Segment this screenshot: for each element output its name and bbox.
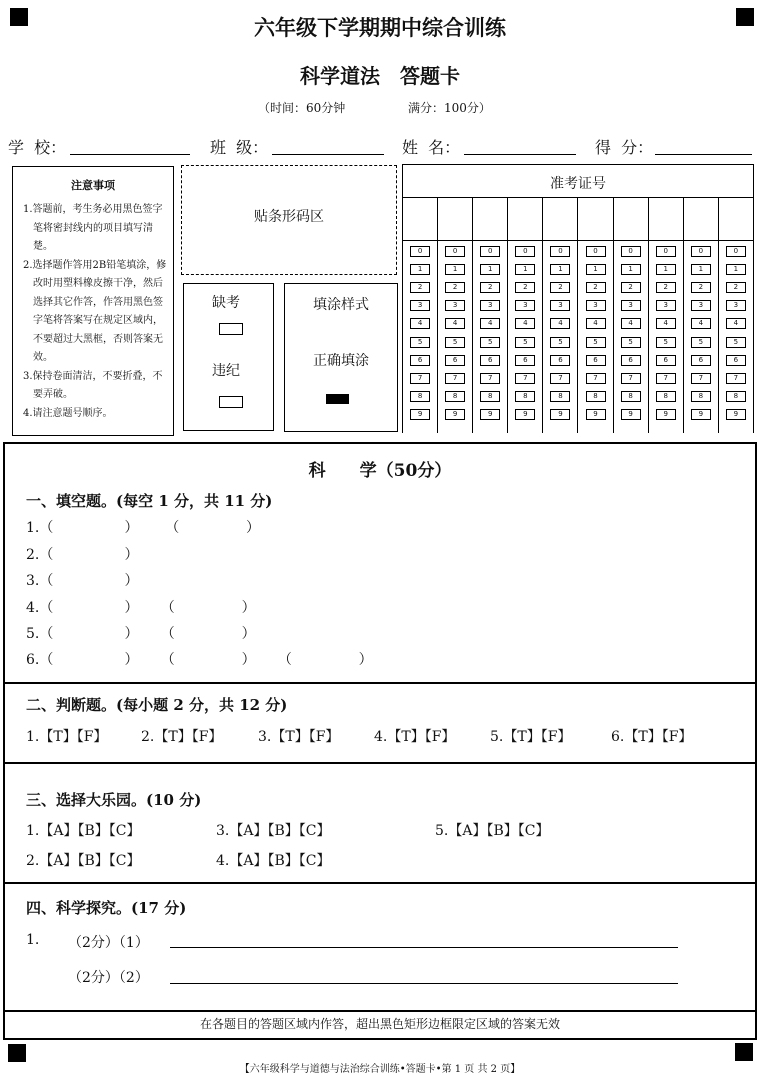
exam-id-column bbox=[473, 197, 508, 433]
notes-item: 1.答题前，考生务必用黑色签字笔将密封线内的项目填写清楚。 bbox=[23, 204, 163, 252]
exam-id-bubble[interactable]: 9 bbox=[726, 409, 746, 420]
exam-id-bubble[interactable]: 8 bbox=[550, 391, 570, 402]
judge-item-5[interactable]: 5.【T】【F】 bbox=[490, 729, 572, 745]
exam-id-column bbox=[438, 197, 473, 433]
exam-id-bubble[interactable]: 4 bbox=[480, 318, 500, 329]
divider bbox=[3, 762, 757, 764]
judge-item-6[interactable]: 6.【T】【F】 bbox=[611, 729, 693, 745]
exam-id-bubble[interactable]: 4 bbox=[410, 318, 430, 329]
corner-mark-bottom-right bbox=[735, 1043, 753, 1061]
exam-id-bubble[interactable]: 7 bbox=[550, 373, 570, 384]
exam-id-bubble[interactable]: 5 bbox=[480, 337, 500, 348]
exam-id-bubble[interactable]: 9 bbox=[445, 409, 465, 420]
exam-id-bubble[interactable]: 3 bbox=[410, 300, 430, 311]
correct-fill-sample bbox=[326, 394, 349, 404]
exam-id-bubble[interactable]: 3 bbox=[515, 300, 535, 311]
exam-id-bubble[interactable]: 0 bbox=[691, 246, 711, 257]
exam-id-bubble[interactable]: 7 bbox=[656, 373, 676, 384]
barcode-label: 贴条形码区 bbox=[254, 209, 324, 225]
exam-id-bubble[interactable]: 0 bbox=[515, 246, 535, 257]
exam-id-bubble[interactable]: 5 bbox=[656, 337, 676, 348]
exam-id-bubble[interactable]: 3 bbox=[445, 300, 465, 311]
exam-id-bubble[interactable]: 8 bbox=[480, 391, 500, 402]
exam-id-bubble[interactable]: 5 bbox=[586, 337, 606, 348]
exam-id-bubble[interactable]: 1 bbox=[621, 264, 641, 275]
exam-id-bubble[interactable]: 1 bbox=[515, 264, 535, 275]
fill-row-5[interactable]: 5.（ ） （ ） bbox=[26, 626, 256, 642]
exam-id-bubble[interactable]: 6 bbox=[515, 355, 535, 366]
exam-id-bubble[interactable]: 8 bbox=[726, 391, 746, 402]
exam-id-bubble[interactable]: 5 bbox=[550, 337, 570, 348]
notes-box bbox=[12, 166, 174, 436]
inquiry-line-2-label: （2分）（2） bbox=[68, 970, 149, 986]
exam-id-column bbox=[719, 197, 754, 433]
divider bbox=[3, 1010, 757, 1012]
exam-id-bubble[interactable]: 9 bbox=[550, 409, 570, 420]
exam-id-bubble[interactable]: 7 bbox=[621, 373, 641, 384]
exam-id-bubble[interactable]: 5 bbox=[691, 337, 711, 348]
exam-id-bubble[interactable]: 7 bbox=[410, 373, 430, 384]
judge-item-2[interactable]: 2.【T】【F】 bbox=[141, 729, 223, 745]
score-label: 得 分： bbox=[595, 138, 654, 157]
exam-id-bubble[interactable]: 6 bbox=[656, 355, 676, 366]
exam-id-bubble[interactable]: 5 bbox=[621, 337, 641, 348]
exam-id-bubble[interactable]: 8 bbox=[691, 391, 711, 402]
fill-row-3[interactable]: 3.（ ） bbox=[26, 573, 139, 589]
exam-id-bubble[interactable]: 9 bbox=[480, 409, 500, 420]
exam-id-write-box[interactable] bbox=[508, 197, 542, 241]
exam-id-bubble[interactable]: 4 bbox=[550, 318, 570, 329]
exam-id-bubble[interactable]: 1 bbox=[726, 264, 746, 275]
exam-id-bubble[interactable]: 2 bbox=[480, 282, 500, 293]
exam-id-bubble[interactable]: 2 bbox=[515, 282, 535, 293]
exam-id-bubble[interactable]: 0 bbox=[550, 246, 570, 257]
notes-item: 3.保持卷面清洁，不要折叠，不要弄破。 bbox=[23, 370, 163, 400]
exam-id-bubble[interactable]: 1 bbox=[550, 264, 570, 275]
violation-label: 违纪 bbox=[212, 363, 240, 379]
section1-title: 一、填空题。(每空 1 分，共 11 分) bbox=[26, 492, 273, 510]
exam-id-bubble[interactable]: 6 bbox=[621, 355, 641, 366]
exam-id-bubble[interactable]: 6 bbox=[586, 355, 606, 366]
exam-id-bubble[interactable]: 9 bbox=[621, 409, 641, 420]
exam-id-bubble[interactable]: 6 bbox=[445, 355, 465, 366]
divider bbox=[3, 682, 757, 684]
exam-id-column bbox=[508, 197, 543, 433]
exam-id-bubble[interactable]: 3 bbox=[586, 300, 606, 311]
exam-id-bubble[interactable]: 6 bbox=[550, 355, 570, 366]
violation-checkbox[interactable] bbox=[219, 396, 243, 408]
exam-id-write-box[interactable] bbox=[578, 197, 612, 241]
exam-id-bubble[interactable]: 1 bbox=[445, 264, 465, 275]
fill-row-6[interactable]: 6.（ ） （ ） （ ） bbox=[26, 652, 373, 668]
section3-title: 三、选择大乐园。(10 分) bbox=[26, 791, 202, 809]
exam-id-bubble[interactable]: 0 bbox=[656, 246, 676, 257]
exam-id-bubble[interactable]: 0 bbox=[410, 246, 430, 257]
school-field[interactable] bbox=[70, 153, 190, 155]
choice-item-2[interactable]: 2.【A】【B】【C】 bbox=[26, 853, 141, 869]
exam-id-bubble[interactable]: 3 bbox=[621, 300, 641, 311]
judge-item-3[interactable]: 3.【T】【F】 bbox=[258, 729, 340, 745]
notes-item: 2.选择题作答用2B铅笔填涂，修改时用塑料橡皮擦干净，然后选择其它作答，作答用黑色签字笔将答案写在规定区域内，不要超过大黑框，否则答案无效。 bbox=[23, 259, 167, 363]
exam-id-bubble[interactable]: 8 bbox=[586, 391, 606, 402]
exam-id-bubble[interactable]: 4 bbox=[445, 318, 465, 329]
exam-id-bubble[interactable]: 2 bbox=[691, 282, 711, 293]
exam-id-bubble[interactable]: 6 bbox=[410, 355, 430, 366]
exam-id-bubble[interactable]: 4 bbox=[621, 318, 641, 329]
judge-item-1[interactable]: 1.【T】【F】 bbox=[26, 729, 108, 745]
exam-id-bubble[interactable]: 8 bbox=[656, 391, 676, 402]
exam-id-write-box[interactable] bbox=[543, 197, 577, 241]
exam-id-write-box[interactable] bbox=[438, 197, 472, 241]
exam-id-bubble[interactable]: 3 bbox=[656, 300, 676, 311]
inquiry-answer-line-2[interactable] bbox=[170, 982, 678, 984]
time-info: （时间：60分钟 bbox=[258, 101, 346, 115]
footer-notice: 在各题目的答题区域内作答，超出黑色矩形边框限定区域的答案无效 bbox=[199, 1017, 560, 1031]
exam-id-write-box[interactable] bbox=[614, 197, 648, 241]
exam-id-bubble[interactable]: 9 bbox=[515, 409, 535, 420]
exam-id-column bbox=[578, 197, 613, 433]
class-field[interactable] bbox=[272, 153, 384, 155]
exam-id-bubble[interactable]: 5 bbox=[726, 337, 746, 348]
exam-id-bubble[interactable]: 0 bbox=[445, 246, 465, 257]
choice-item-3[interactable]: 3.【A】【B】【C】 bbox=[216, 823, 331, 839]
exam-id-bubble[interactable]: 7 bbox=[586, 373, 606, 384]
judge-item-4[interactable]: 4.【T】【F】 bbox=[374, 729, 456, 745]
score-info: 满分：100分） bbox=[408, 101, 491, 115]
exam-id-bubble[interactable]: 4 bbox=[691, 318, 711, 329]
exam-id-bubble[interactable]: 2 bbox=[410, 282, 430, 293]
exam-id-bubble[interactable]: 7 bbox=[480, 373, 500, 384]
exam-id-write-box[interactable] bbox=[684, 197, 718, 241]
exam-id-bubble[interactable]: 6 bbox=[726, 355, 746, 366]
exam-id-bubble[interactable]: 1 bbox=[410, 264, 430, 275]
divider bbox=[3, 882, 757, 884]
science-title: 科 学（50分） bbox=[308, 461, 452, 481]
exam-id-bubble[interactable]: 4 bbox=[586, 318, 606, 329]
exam-id-bubble[interactable]: 8 bbox=[621, 391, 641, 402]
exam-id-bubble[interactable]: 5 bbox=[445, 337, 465, 348]
absence-box bbox=[183, 283, 274, 431]
exam-id-bubble[interactable]: 4 bbox=[515, 318, 535, 329]
notes-title: 注意事项 bbox=[71, 179, 115, 192]
exam-id-bubble[interactable]: 8 bbox=[515, 391, 535, 402]
exam-id-bubble[interactable]: 1 bbox=[480, 264, 500, 275]
exam-id-bubble[interactable]: 2 bbox=[656, 282, 676, 293]
section2-title: 二、判断题。(每小题 2 分，共 12 分) bbox=[26, 696, 288, 714]
choice-item-1[interactable]: 1.【A】【B】【C】 bbox=[26, 823, 141, 839]
exam-id-bubble[interactable]: 1 bbox=[656, 264, 676, 275]
page-footer: 【六年级科学与道德与法治综合训练•答题卡•第 1 页 共 2 页】 bbox=[239, 1064, 521, 1075]
exam-id-title: 准考证号 bbox=[550, 176, 606, 192]
exam-id-bubble[interactable]: 2 bbox=[726, 282, 746, 293]
exam-id-bubble[interactable]: 4 bbox=[656, 318, 676, 329]
exam-id-write-box[interactable] bbox=[473, 197, 507, 241]
barcode-area bbox=[181, 165, 397, 275]
exam-id-bubble[interactable]: 9 bbox=[410, 409, 430, 420]
exam-id-bubble[interactable]: 2 bbox=[550, 282, 570, 293]
absent-label: 缺考 bbox=[212, 295, 240, 311]
exam-id-bubble[interactable]: 7 bbox=[726, 373, 746, 384]
exam-id-grid bbox=[402, 197, 754, 433]
inquiry-answer-line-1[interactable] bbox=[170, 946, 678, 948]
fill-sample-title: 填涂样式 bbox=[313, 297, 369, 313]
exam-id-bubble[interactable]: 7 bbox=[515, 373, 535, 384]
exam-id-header bbox=[402, 164, 754, 198]
exam-id-bubble[interactable]: 3 bbox=[726, 300, 746, 311]
correct-fill-label: 正确填涂 bbox=[313, 353, 369, 369]
exam-id-bubble[interactable]: 7 bbox=[691, 373, 711, 384]
fill-row-2[interactable]: 2.（ ） bbox=[26, 547, 139, 563]
class-label: 班 级： bbox=[210, 138, 269, 157]
exam-id-bubble[interactable]: 4 bbox=[726, 318, 746, 329]
exam-id-bubble[interactable]: 6 bbox=[480, 355, 500, 366]
exam-id-bubble[interactable]: 1 bbox=[691, 264, 711, 275]
exam-id-bubble[interactable]: 0 bbox=[621, 246, 641, 257]
absent-checkbox[interactable] bbox=[219, 323, 243, 335]
school-label: 学 校： bbox=[8, 138, 67, 157]
inquiry-q-number: 1. bbox=[26, 932, 40, 948]
exam-id-bubble[interactable]: 0 bbox=[726, 246, 746, 257]
page-title: 六年级下学期期中综合训练 bbox=[254, 15, 506, 40]
exam-id-bubble[interactable]: 7 bbox=[445, 373, 465, 384]
exam-id-column bbox=[402, 197, 438, 433]
inquiry-line-1-label: （2分）（1） bbox=[68, 935, 149, 951]
name-field[interactable] bbox=[464, 153, 576, 155]
exam-id-column bbox=[614, 197, 649, 433]
exam-id-write-box[interactable] bbox=[649, 197, 683, 241]
exam-id-bubble[interactable]: 8 bbox=[410, 391, 430, 402]
exam-id-bubble[interactable]: 9 bbox=[691, 409, 711, 420]
exam-id-write-box[interactable] bbox=[403, 197, 437, 241]
section4-title: 四、科学探究。(17 分) bbox=[26, 899, 187, 917]
score-field[interactable] bbox=[655, 153, 752, 155]
name-label: 姓 名： bbox=[402, 138, 461, 157]
exam-id-bubble[interactable]: 1 bbox=[586, 264, 606, 275]
exam-id-bubble[interactable]: 9 bbox=[586, 409, 606, 420]
exam-id-bubble[interactable]: 2 bbox=[445, 282, 465, 293]
exam-id-bubble[interactable]: 5 bbox=[410, 337, 430, 348]
fill-sample-box bbox=[284, 283, 398, 432]
notes-item: 4.请注意题号顺序。 bbox=[23, 407, 113, 419]
exam-id-bubble[interactable]: 6 bbox=[691, 355, 711, 366]
exam-id-write-box[interactable] bbox=[719, 197, 753, 241]
exam-id-bubble[interactable]: 8 bbox=[445, 391, 465, 402]
exam-id-bubble[interactable]: 2 bbox=[621, 282, 641, 293]
choice-item-5[interactable]: 5.【A】【B】【C】 bbox=[435, 823, 550, 839]
exam-id-bubble[interactable]: 5 bbox=[515, 337, 535, 348]
exam-id-column bbox=[684, 197, 719, 433]
exam-id-bubble[interactable]: 3 bbox=[480, 300, 500, 311]
exam-id-bubble[interactable]: 0 bbox=[480, 246, 500, 257]
fill-row-4[interactable]: 4.（ ） （ ） bbox=[26, 600, 256, 616]
choice-item-4[interactable]: 4.【A】【B】【C】 bbox=[216, 853, 331, 869]
page-subtitle: 科学道法 答题卡 bbox=[300, 64, 460, 88]
exam-id-bubble[interactable]: 9 bbox=[656, 409, 676, 420]
exam-id-column bbox=[543, 197, 578, 433]
exam-id-bubble[interactable]: 3 bbox=[550, 300, 570, 311]
exam-id-column bbox=[649, 197, 684, 433]
exam-id-bubble[interactable]: 2 bbox=[586, 282, 606, 293]
exam-id-bubble[interactable]: 3 bbox=[691, 300, 711, 311]
exam-id-bubble[interactable]: 0 bbox=[586, 246, 606, 257]
fill-row-1[interactable]: 1.（ ） （ ） bbox=[26, 520, 261, 536]
